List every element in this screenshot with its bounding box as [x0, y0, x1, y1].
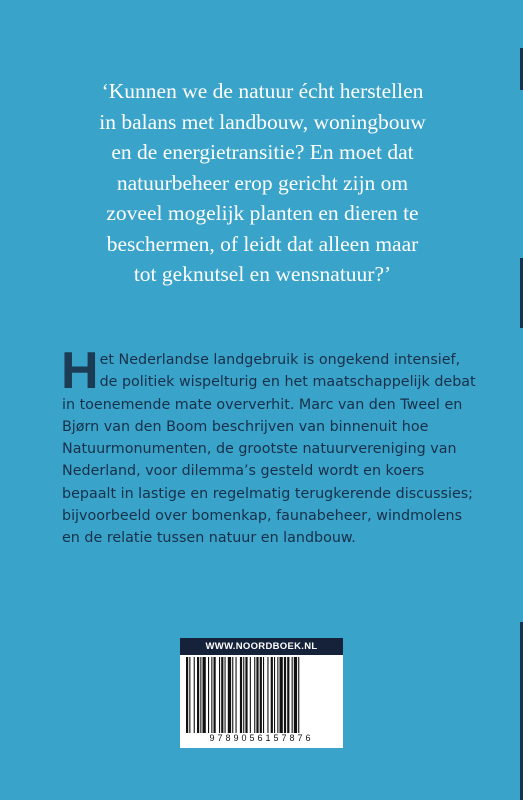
barcode-panel — [180, 638, 343, 748]
barcode-stripe — [287, 657, 289, 733]
barcode-stripe — [203, 657, 206, 733]
quote-line: ‘Kunnen we de natuur écht herstellen — [101, 79, 424, 103]
barcode-stripe — [200, 657, 201, 733]
barcode-stripe — [263, 657, 264, 733]
quote-line: en de energietransitie? En moet dat — [111, 140, 414, 164]
barcode-stripe — [256, 657, 258, 733]
barcode-stripe — [243, 657, 244, 733]
blurb-text: et Nederlandse landgebruik is ongekend intensief, de politiek wispelturig en het maatschappelijk debat in toenemende mate oververhit. Marc van den Tweel en Bjørn van den Boom beschrijven van binnenuit hoe Natuurmonumenten, de grootste natuurvereniging van Nederland, voor dilemma’s gesteld wordt en koers bepaalt in lastige en regelmatig terugkerende discussies; bijvoorbeeld over bomenkap, faunabeheer, windmolens en de relatie tussen natuur en landbouw. — [62, 352, 476, 547]
quote-line: natuurbeheer erop gericht zijn om — [116, 170, 409, 195]
barcode-stripe — [245, 657, 247, 733]
barcode-stripe — [208, 657, 209, 733]
barcode-stripe — [294, 657, 297, 733]
drop-cap: H — [61, 342, 99, 400]
barcode-stripe — [186, 657, 188, 733]
barcode-stripe — [225, 657, 226, 733]
barcode-stripe — [211, 657, 212, 733]
barcode-stripe — [274, 657, 275, 733]
barcode-stripe — [298, 657, 299, 733]
barcode-stripe — [267, 657, 268, 733]
barcode-icon — [186, 657, 338, 733]
barcode-stripe — [284, 657, 286, 733]
barcode-stripe — [277, 657, 278, 733]
quote-line: tot geknutsel en wensnatuur?’ — [133, 262, 392, 286]
quote-line: zoveel mogelijk planten en dieren te — [106, 201, 419, 225]
barcode-stripe — [254, 657, 255, 733]
barcode-stripe — [189, 657, 190, 733]
back-cover-quote — [60, 76, 465, 290]
barcode-stripe — [260, 657, 262, 733]
quote-line: in balans met landbouw, woningbouw — [99, 109, 426, 134]
publisher-url: WWW.NOORDBOEK.NL — [180, 638, 343, 655]
barcode-stripe — [219, 657, 220, 733]
barcode-stripe — [250, 657, 251, 733]
barcode-stripe — [194, 657, 195, 733]
barcode-stripe — [240, 657, 242, 733]
barcode-stripe — [197, 657, 199, 733]
quote-line: beschermen, of leidt dat alleen maar — [106, 231, 419, 256]
barcode-stripe — [280, 657, 283, 733]
barcode-stripe — [221, 657, 223, 733]
barcode-stripe — [214, 657, 216, 733]
barcode-stripe — [271, 657, 273, 733]
back-cover-blurb — [61, 342, 482, 550]
barcode-stripe — [232, 657, 233, 733]
barcode-stripe — [236, 657, 237, 733]
isbn-number: 9789056157876 — [209, 733, 314, 743]
barcode-stripe — [228, 657, 231, 733]
barcode-stripe — [292, 657, 293, 733]
